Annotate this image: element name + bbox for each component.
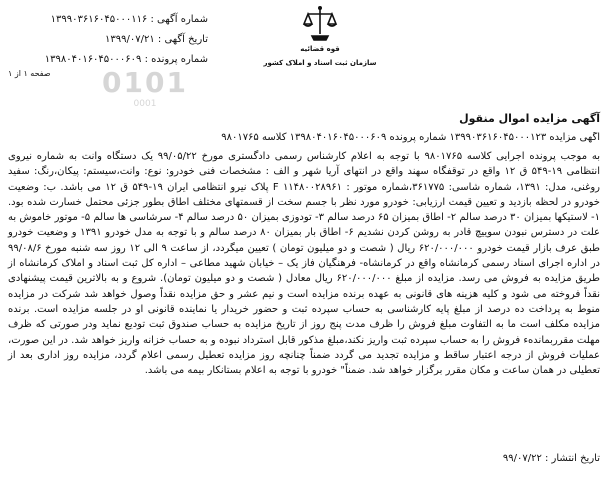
- judiciary-name: قوه قضائیه: [300, 45, 340, 53]
- organization-name: سازمان ثبت اسناد و املاک کشور: [263, 59, 377, 67]
- watermark: [70, 66, 220, 109]
- notice-date-label: تاریخ آگهی :: [157, 34, 208, 45]
- notice-date-value: ۱۳۹۹/۰۷/۲۱: [104, 34, 155, 45]
- notice-date-row: [8, 30, 208, 50]
- notice-number-value: ۱۳۹۹۰۳۶۱۶۰۴۵۰۰۰۱۱۶: [50, 14, 148, 25]
- publish-date-label: تاریخ انتشار :: [545, 453, 600, 464]
- page-counter: صفحه ۱ از ۱: [8, 69, 51, 78]
- notice-body: به موجب پرونده اجرایی کلاسه ۹۸۰۱۷۶۵ با توجه به اعلام کارشناس رسمی دادگستری مورخ ۹۹/۰۵/۲۲ یک دستگاه وانت به شماره نیروی انتظامی ۱۹-۵۴۹ ق ۱۲ واقع در توقفگاه سهند واقع در انتهای آریا شهر و الف : مشخصات فنی خودرو: نوع: وانت،سیستم: پیکان،رنگ: سفید روغنی، مدل: ۱۳۹۱، شماره شاسی: ۳۶۱۷۷۵،شماره موتور : ۱۱۴۸۰۰۲۸۹۶۱ F پلاک نیرو انتظامی ایران ۱۹-۵۴۹ ق ۱۲ می باشد. ب: وضعیت خودرو در لحظه بازدید و تعیین قیمت ارزیابی: خودرو مورد نظر با جسم سخت از قسمتهای مختلف اطاق بطور جزئی محتمل خسارت شده بود. ۱- لاستیکها بمیزان ۳۰ درصد سالم ۲- اطاق بمیزان ۶۵ درصد سالم ۳- تودوزی بمیزان ۵۰ درصد سالم ۴- سرشاسی ها سالم ۵- موتور خاموش به علت در دسترس نبودن سوییچ قادر به روشن کردن نشدیم ۶- اطاق بار بمیزان ۸۰ درصد سالم و با توجه به مدل خودرو ۱۳۹۱ و وضعیت خودرو طبق عرف بازار قیمت خودرو ۶۲۰/۰۰۰/۰۰۰ ریال ( شصت و دو میلیون تومان ) تعیین میگردد، از ساعت ۹ الی ۱۲ روز سه شنبه مورخ ۹۹/۰۸/۶ در اداره اجرای اسناد رسمی کرمانشاه واقع در کرمانشاه- فرهنگیان فاز یک – خیابان شهید مطاعی – اداره کل ثبت اسناد و املاک کرمانشاه از طریق مزایده به فروش می رسد. مزایده از مبلغ ۶۲۰/۰۰۰/۰۰۰ ریال معادل ( شصت و دو میلیون تومان). شروع و به بالاترین قیمت پیشنهادی نقداً فروخته می شود و کلیه هزینه های قانونی به عهده برنده مزایده است و نیم عشر و حق مزایده نقداً وصول خواهد شد شرکت در مزایده منوط به پرداخت ده درصد از مبلغ پایه کارشناسی به حساب سپرده ثبت و حضور خریدار یا نماینده قانونی او در جلسه مزایده است. برنده مزایده مکلف است ما به التفاوت مبلغ فروش را ظرف مدت پنج روز از تاریخ مزایده به حساب صندوق ثبت تودیع نماید ودر صورتی که ظرف مهلت مقرربماندهء فروش را به حساب سپرده ثبت واریز نکند،مبلغ مذکور قابل استرداد نبوده و به حساب خزانه واریز خواهد شد. در این صورت، عملیات فروش از درجه اعتبار ساقط و مزایده تجدید می گردد ضمناً چنانچه روز مزایده تعطیل رسمی اعلام گردد، مزایده روز اداری بعد از تعطیلی در همان ساعت و مکان مقرر برگزار خواهد شد. ضمناً" خودرو با توجه به اعلام بستانکار بیمه می باشد.: [8, 151, 601, 377]
- watermark-text: 0001: [133, 99, 157, 109]
- judiciary-emblem: [260, 4, 380, 67]
- judiciary-logo-icon: [300, 4, 340, 44]
- reference-block: [8, 10, 208, 70]
- file-number-value: ۱۳۹۸۰۴۰۱۶۰۴۵۰۰۰۶۰۹: [44, 54, 142, 65]
- publish-date-value: ۹۹/۰۷/۲۲: [502, 453, 542, 464]
- publish-date-row: [503, 453, 600, 464]
- notice-number-row: [8, 10, 208, 30]
- notice-title: آگهی مزایده اموال منقول: [459, 112, 600, 125]
- notice-number-label: شماره آگهی :: [150, 14, 208, 25]
- file-number-label: شماره پرونده :: [144, 54, 208, 65]
- watermark-code: 0101: [102, 66, 188, 99]
- notice-file-line: آگهی مزایده ۱۳۹۹۰۳۶۱۶۰۴۵۰۰۰۱۲۳ شماره پرونده ۱۳۹۸۰۴۰۱۶۰۴۵۰۰۰۶۰۹ کلاسه ۹۸۰۱۷۶۵: [221, 132, 600, 143]
